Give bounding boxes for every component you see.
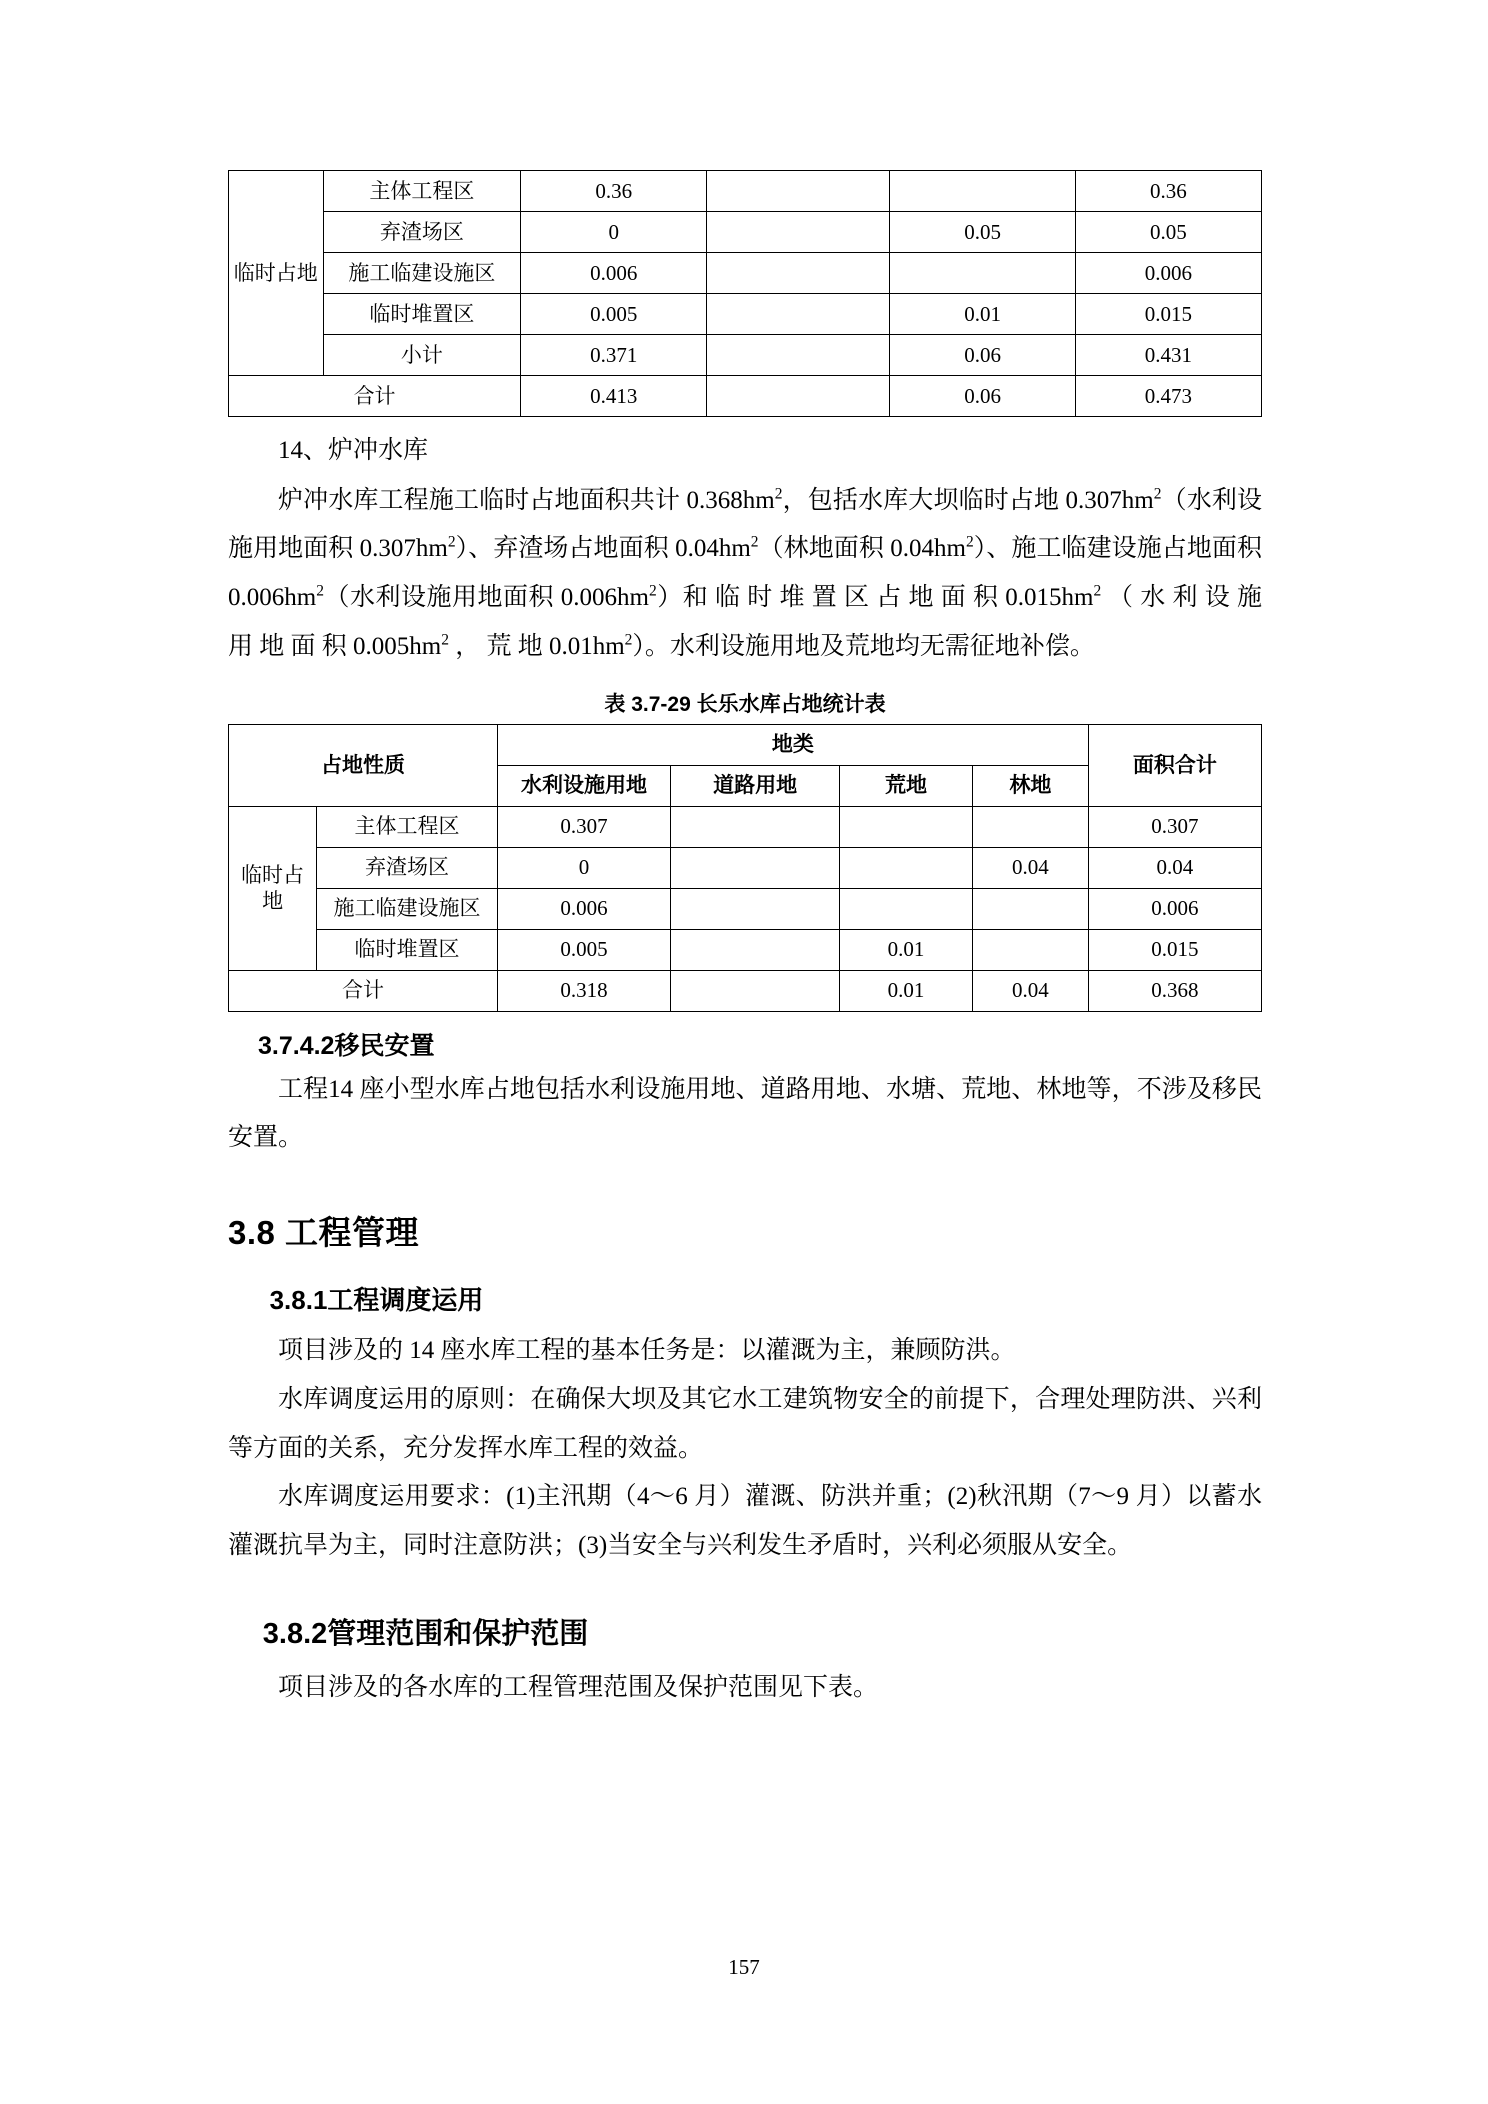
- cell-forest: [972, 888, 1088, 929]
- header-road: 道路用地: [671, 765, 840, 806]
- cell-total: 0.015: [1088, 929, 1261, 970]
- cell-waste: [890, 171, 1075, 212]
- cell-total: 0.05: [1075, 212, 1261, 253]
- paragraph-3-8-2-a: 项目涉及的各水库的工程管理范围及保护范围见下表。: [278, 1673, 879, 1701]
- page-number: 157: [728, 1955, 760, 1979]
- cell-sub: 临时堆置区: [317, 929, 498, 970]
- cell-sub: 弃渣场区: [323, 212, 521, 253]
- cell-sub: 小计: [323, 335, 521, 376]
- cell-water: 0.371: [521, 335, 707, 376]
- cell-water: 0.318: [497, 970, 670, 1011]
- cell-road: [671, 929, 840, 970]
- cell-water: 0: [497, 847, 670, 888]
- cell-sub: 弃渣场区: [317, 847, 498, 888]
- cell-total: 0.473: [1075, 376, 1261, 417]
- cell-total: 0.307: [1088, 806, 1261, 847]
- cell-water: 0.005: [497, 929, 670, 970]
- cell-nature: 临时占地: [229, 171, 324, 376]
- table-row: [229, 888, 1262, 929]
- cell-total: 0.04: [1088, 847, 1261, 888]
- table-row: [229, 929, 1262, 970]
- paragraph-3-8-1-c: 水库调度运用要求：(1)主汛期（4～6 月）灌溉、防洪并重；(2)秋汛期（7～9 月）以蓄水灌溉抗旱为主，同时注意防洪；(3)当安全与兴利发生矛盾时，兴利必须服从安全。: [228, 1483, 1262, 1559]
- cell-waste: [840, 847, 973, 888]
- cell-waste: [840, 806, 973, 847]
- table-row: [229, 335, 1262, 376]
- header-nature: 占地性质: [229, 724, 498, 806]
- table-3-7-29: [228, 724, 1262, 1012]
- cell-total-label: 合计: [229, 970, 498, 1011]
- cell-road: [671, 806, 840, 847]
- cell-total: 0.431: [1075, 335, 1261, 376]
- paragraph-3-8-1-a: 项目涉及的 14 座水库工程的基本任务是：以灌溉为主，兼顾防洪。: [278, 1337, 1016, 1364]
- cell-sub: 施工临建设施区: [317, 888, 498, 929]
- cell-water: 0.413: [521, 376, 707, 417]
- cell-waste: 0.06: [890, 376, 1075, 417]
- section-14-heading: 14、炉冲水库: [278, 437, 429, 464]
- table-header-row: [229, 724, 1262, 765]
- cell-water: 0.006: [497, 888, 670, 929]
- heading-3-7-4-2: 3.7.4.2移民安置: [258, 1031, 435, 1060]
- cell-road: [707, 335, 890, 376]
- cell-sub: 临时堆置区: [323, 294, 521, 335]
- cell-water: 0: [521, 212, 707, 253]
- cell-forest: [972, 929, 1088, 970]
- cell-water: 0.006: [521, 253, 707, 294]
- cell-forest: 0.04: [972, 970, 1088, 1011]
- cell-forest: [972, 806, 1088, 847]
- cell-water: 0.005: [521, 294, 707, 335]
- heading-3-8-2: 3.8.2管理范围和保护范围: [262, 1617, 589, 1650]
- cell-total: 0.015: [1075, 294, 1261, 335]
- cell-road: [707, 212, 890, 253]
- cell-total: 0.368: [1088, 970, 1261, 1011]
- cell-road: [707, 294, 890, 335]
- cell-waste: 0.01: [840, 929, 973, 970]
- header-forest: 林地: [972, 765, 1088, 806]
- cell-water: 0.36: [521, 171, 707, 212]
- cell-waste: [840, 888, 973, 929]
- table-total-row: [229, 376, 1262, 417]
- cell-total: 0.006: [1088, 888, 1261, 929]
- header-waste: 荒地: [840, 765, 973, 806]
- cell-water: 0.307: [497, 806, 670, 847]
- table-row: [229, 294, 1262, 335]
- cell-sub: 施工临建设施区: [323, 253, 521, 294]
- cell-waste: 0.01: [890, 294, 1075, 335]
- header-total: 面积合计: [1088, 724, 1261, 806]
- paragraph-3-8-1-b: 水库调度运用的原则：在确保大坝及其它水工建筑物安全的前提下，合理处理防洪、兴利等方面的关系，充分发挥水库工程的效益。: [228, 1385, 1262, 1462]
- cell-forest: 0.04: [972, 847, 1088, 888]
- section-14-paragraph: 炉冲水库工程施工临时占地面积共计 $0.368hm^2$，包括水库大坝临时占地 $0.307hm^2$（水利设施用地面积 $0.307hm^2$）、弃渣场占地面积 $0.04hm^2$（林地面积 $0.04hm^2$）、施工临建设施占地面积 $0.006hm^2$（水利设施用地面积 $0.006hm^2$）和 临 时 堆 置 区 占 地 面 积 $0.015hm^2$ （ 水 利 设 施 用 地 面 积 $0.005hm^2$ ， 荒 地 $0.01hm^2$）。水利设施用地及荒地均无需征地补偿。: [228, 485, 1262, 660]
- page-content: [228, 170, 1262, 1713]
- header-landtype: 地类: [497, 724, 1088, 765]
- cell-total: 0.36: [1075, 171, 1261, 212]
- cell-total: 0.006: [1075, 253, 1261, 294]
- table-continued-top: [228, 170, 1262, 417]
- cell-waste: 0.06: [890, 335, 1075, 376]
- table-row: [229, 847, 1262, 888]
- cell-nature: 临时占地: [229, 806, 317, 970]
- table-row: [229, 171, 1262, 212]
- cell-road: [707, 171, 890, 212]
- cell-waste: [890, 253, 1075, 294]
- cell-sub: 主体工程区: [323, 171, 521, 212]
- cell-road: [671, 888, 840, 929]
- table-row: [229, 253, 1262, 294]
- cell-road: [707, 253, 890, 294]
- heading-3-8: 3.8 工程管理: [228, 1214, 420, 1251]
- table-row: [229, 212, 1262, 253]
- cell-waste: 0.01: [840, 970, 973, 1011]
- cell-road: [707, 376, 890, 417]
- cell-total-label: 合计: [229, 376, 521, 417]
- table-total-row: [229, 970, 1262, 1011]
- table-caption: 表 3.7-29 长乐水库占地统计表: [604, 692, 886, 716]
- paragraph-3-7-4-2: 工程14 座小型水库占地包括水利设施用地、道路用地、水塘、荒地、林地等，不涉及移民安置。: [228, 1075, 1262, 1152]
- header-water: 水利设施用地: [497, 765, 670, 806]
- cell-road: [671, 970, 840, 1011]
- table-row: [229, 806, 1262, 847]
- cell-road: [671, 847, 840, 888]
- cell-sub: 主体工程区: [317, 806, 498, 847]
- cell-waste: 0.05: [890, 212, 1075, 253]
- heading-3-8-1: 3.8.1工程调度运用: [269, 1285, 484, 1315]
